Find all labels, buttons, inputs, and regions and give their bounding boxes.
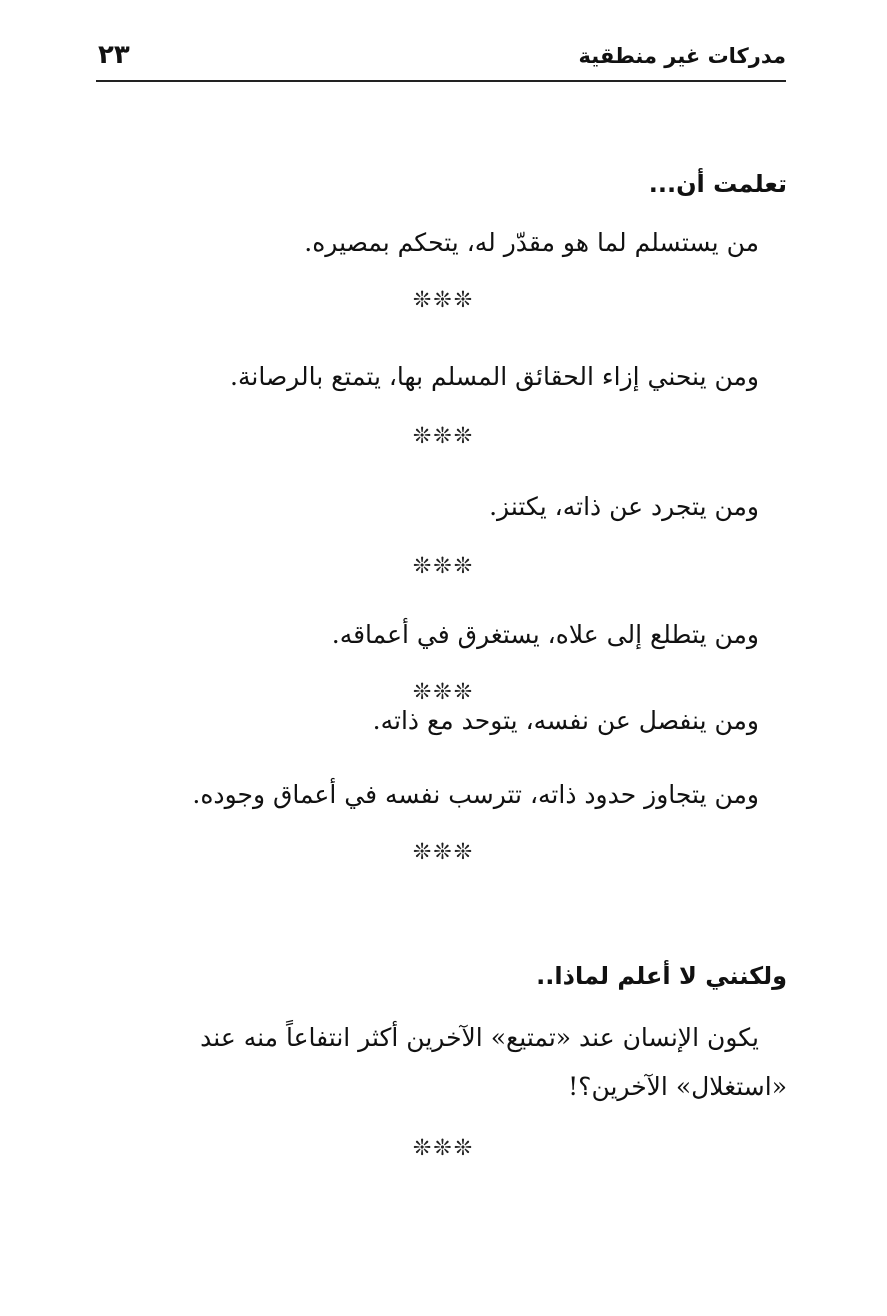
separator-stars: ❊❊❊ [412, 554, 475, 579]
separator-stars: ❊❊❊ [412, 840, 475, 865]
paragraph-line-1: يكون الإنسان عند «تمتيع» الآخرين أكثر انتفاعاً منه عند [200, 1023, 759, 1052]
paragraph-line-2: «استغلال» الآخرين؟! [568, 1072, 787, 1101]
running-title: مدركات غير منطقية [578, 44, 786, 68]
verse-line: ومن ينحني إزاء الحقائق المسلم بها، يتمتع بالرصانة. [230, 362, 759, 391]
separator-stars: ❊❊❊ [412, 1136, 475, 1161]
page-header [96, 40, 786, 82]
verse-line: من يستسلم لما هو مقدّر له، يتحكم بمصيره. [304, 228, 759, 257]
section-heading-learned: تعلمت أن... [648, 170, 787, 198]
separator-stars: ❊❊❊ [412, 288, 475, 313]
verse-line: ومن ينفصل عن نفسه، يتوحد مع ذاته. [372, 706, 759, 735]
verse-line: ومن يتجرد عن ذاته، يكتنز. [489, 492, 759, 521]
separator-stars: ❊❊❊ [412, 424, 475, 449]
page-number: ٢٣ [98, 40, 130, 70]
verse-line: ومن يتطلع إلى علاه، يستغرق في أعماقه. [331, 620, 759, 649]
section-heading-dont-know: ولكنني لا أعلم لماذا.. [536, 962, 787, 990]
separator-stars: ❊❊❊ [412, 680, 475, 705]
verse-line: ومن يتجاوز حدود ذاته، تترسب نفسه في أعماق وجوده. [192, 780, 759, 809]
